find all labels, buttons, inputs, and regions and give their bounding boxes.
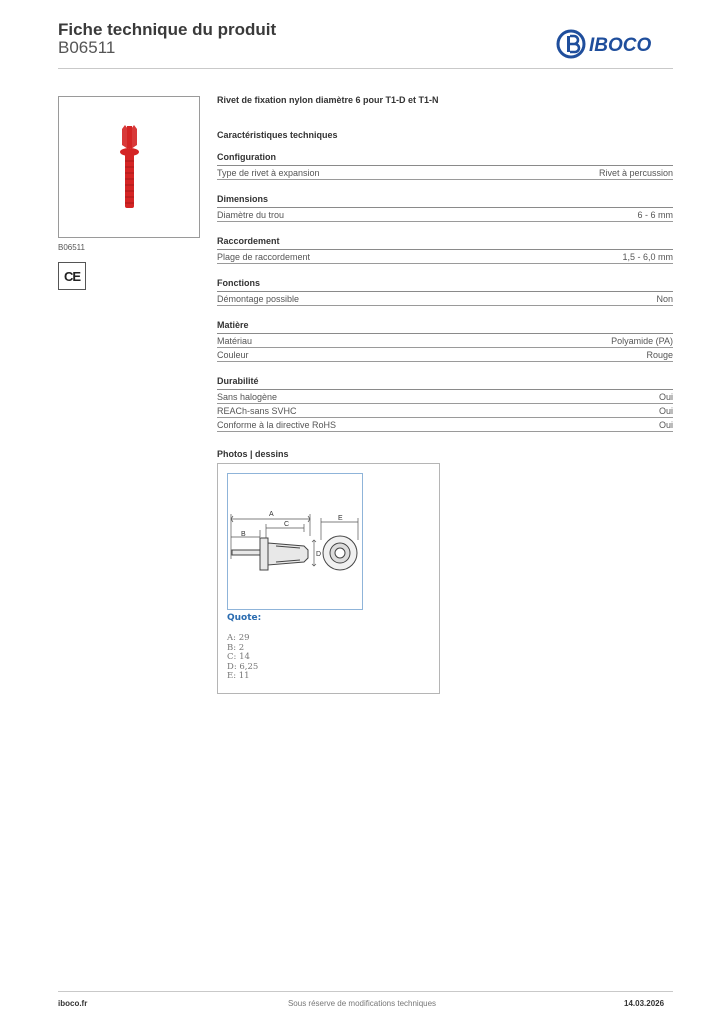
technical-drawing: [227, 473, 363, 610]
dim-label-c: C: [284, 521, 290, 528]
spec-value: Polyamide (PA): [611, 336, 673, 346]
spec-row: [217, 208, 673, 222]
specs-heading: Caractéristiques techniques: [217, 130, 338, 140]
dim-label-a: A: [269, 511, 274, 518]
spec-label: Matériau: [217, 336, 253, 346]
product-image: [58, 96, 200, 238]
section-configuration: [217, 152, 673, 180]
quote-item: D: 6,25: [227, 661, 259, 672]
section-fonctions: [217, 278, 673, 306]
spec-row: [217, 418, 673, 432]
section-title: Durabilité: [217, 376, 673, 390]
footer-divider: [58, 991, 673, 992]
spec-value: Oui: [658, 392, 673, 402]
spec-value: Oui: [658, 406, 673, 416]
header-divider: [58, 68, 673, 69]
spec-row: [217, 334, 673, 348]
spec-label: Type de rivet à expansion: [217, 168, 320, 178]
spec-row: [217, 390, 673, 404]
iboco-logo: [556, 28, 674, 60]
footer-date: 14.03.2026: [624, 999, 665, 1008]
spec-label: Couleur: [217, 350, 249, 360]
product-image-caption: B06511: [58, 243, 85, 252]
quote-item: A: 29: [227, 633, 250, 643]
spec-row: [217, 166, 673, 180]
spec-label: Démontage possible: [217, 294, 300, 304]
section-title: Raccordement: [217, 236, 673, 250]
spec-value: 1,5 - 6,0 mm: [622, 252, 673, 262]
section-raccordement: [217, 236, 673, 264]
spec-row: [217, 250, 673, 264]
quote-item: C: 14: [227, 652, 250, 663]
spec-value: Oui: [658, 420, 673, 430]
spec-row: [217, 348, 673, 362]
spec-value: 6 - 6 mm: [637, 210, 673, 220]
spec-label: Diamètre du trou: [217, 210, 285, 220]
spec-label: Sans halogène: [217, 392, 278, 402]
quote-item: B: 2: [227, 642, 245, 653]
ce-mark-icon: CE: [58, 262, 86, 290]
section-title: Dimensions: [217, 194, 673, 208]
dim-label-d: D: [316, 551, 322, 558]
product-code: B06511: [58, 38, 116, 57]
section-dimensions: [217, 194, 673, 222]
section-matiere: [217, 320, 673, 362]
quote-list: [227, 634, 258, 682]
spec-value: Rivet à percussion: [598, 168, 673, 178]
quote-item: E: 11: [227, 671, 250, 682]
footer-site-link[interactable]: iboco.fr: [58, 999, 88, 1008]
spec-value: Rouge: [646, 350, 673, 360]
section-title: Matière: [217, 320, 673, 334]
spec-label: REACh-sans SVHC: [217, 406, 297, 416]
dim-label-b: B: [241, 531, 246, 538]
spec-row: [217, 292, 673, 306]
spec-label: Conforme à la directive RoHS: [217, 420, 337, 430]
footer-note: Sous réserve de modifications techniques: [287, 999, 437, 1008]
section-durabilite: [217, 376, 673, 432]
page-title: Fiche technique du produit: [58, 20, 277, 39]
photos-heading: Photos | dessins: [217, 449, 289, 459]
product-title: Rivet de fixation nylon diamètre 6 pour T1-D et T1-N: [217, 95, 439, 105]
specs-panel: [217, 95, 673, 461]
spec-label: Plage de raccordement: [217, 252, 311, 262]
quote-label: Quote:: [227, 613, 262, 623]
spec-value: Non: [656, 294, 673, 304]
dim-label-e: E: [338, 515, 343, 522]
section-title: Configuration: [217, 152, 673, 166]
logo-text: IBOCO: [589, 35, 652, 56]
spec-row: [217, 404, 673, 418]
section-title: Fonctions: [217, 278, 673, 292]
